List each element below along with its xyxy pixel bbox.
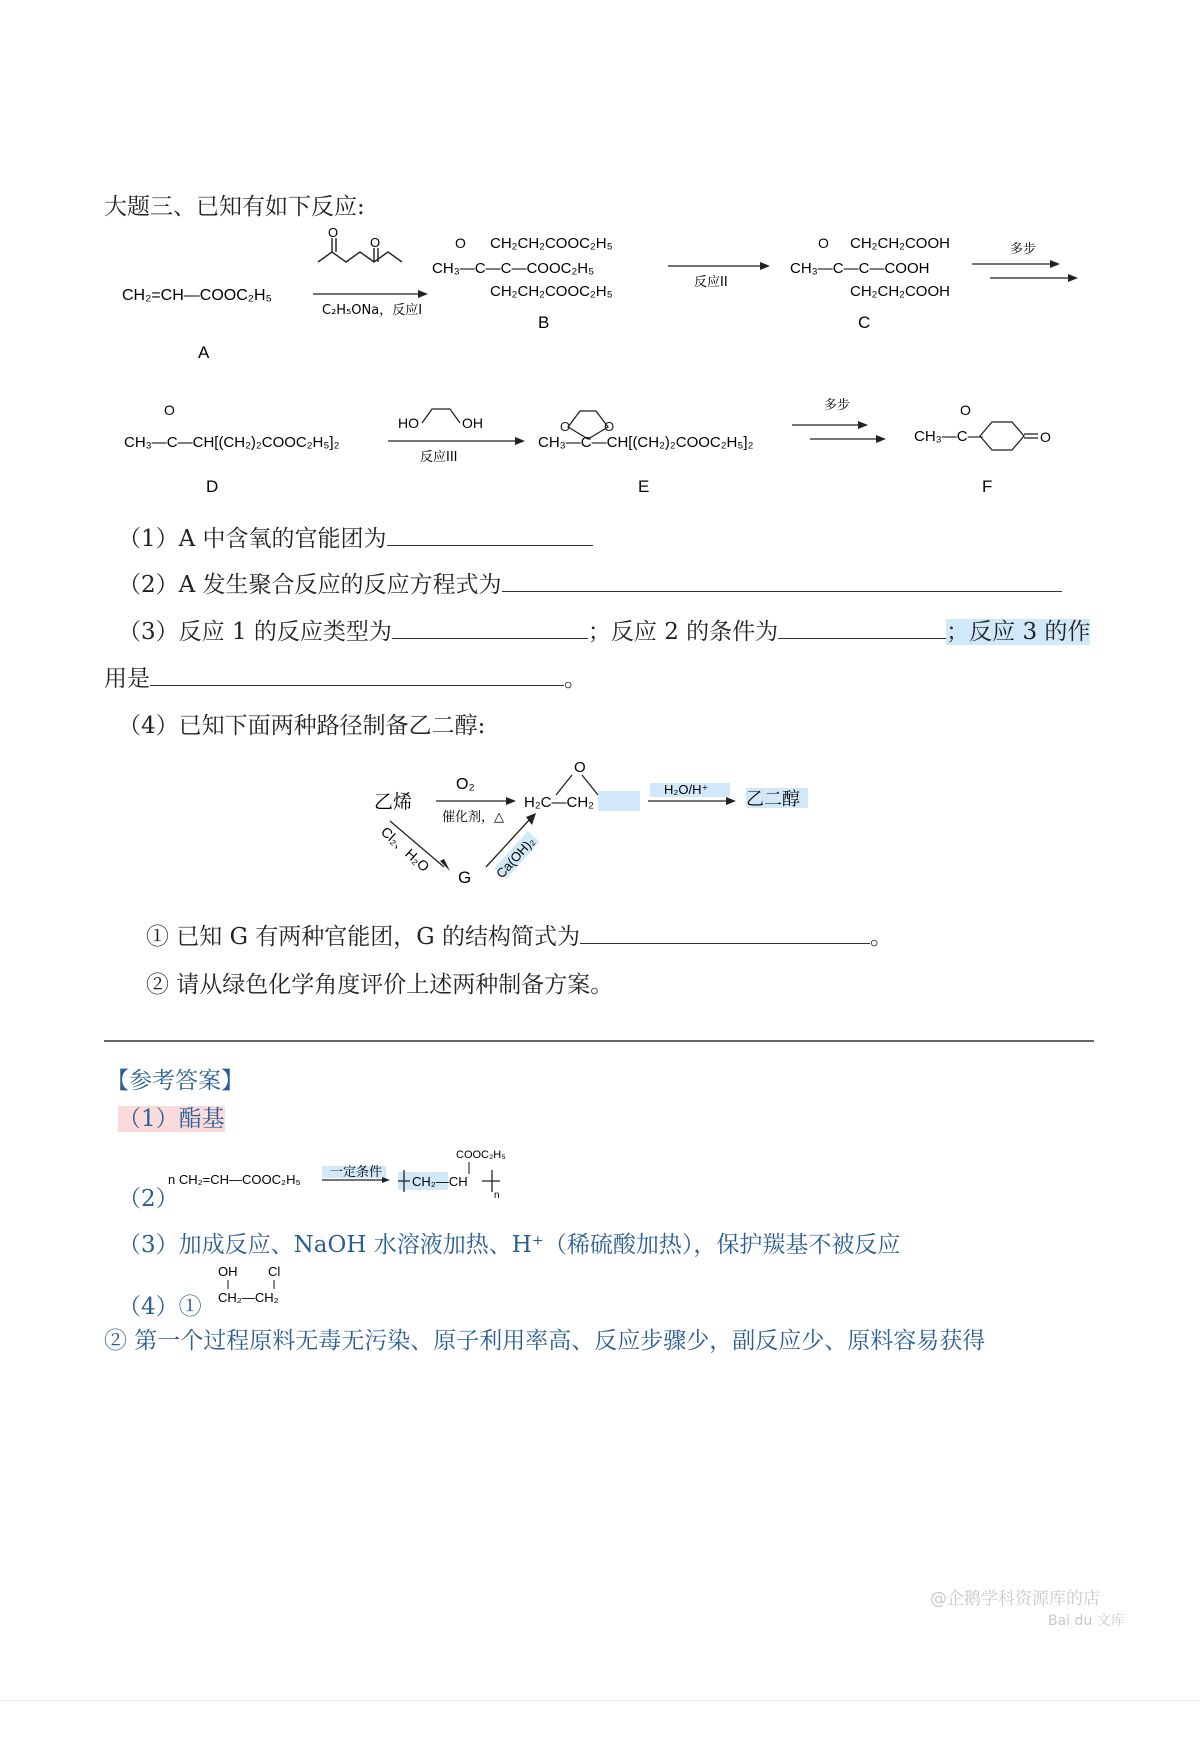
multi-step-label-2: 多步 [824, 398, 851, 413]
epoxide-formula: H₂C—CH₂ [524, 794, 594, 811]
question-2: （2）A 发生聚合反应的反应方程式为 [118, 566, 1062, 599]
reaction-2-conditions: 反应II [694, 275, 728, 290]
ketoester-o2: O [370, 235, 381, 250]
answer-blank-3a[interactable] [392, 637, 588, 639]
ketoester-o1: O [328, 228, 339, 240]
g-cl: Cl [268, 1264, 281, 1279]
compound-b-o: O [455, 235, 466, 251]
question-4-1: ① 已知 G 有两种官能团，G 的结构简式为 。 [146, 924, 893, 950]
compound-c-bottom: CH₂CH₂COOH [850, 283, 950, 300]
compound-f-formula: CH₃—C— [914, 428, 983, 445]
intermediate-g: G [458, 868, 472, 887]
o2-reagent: O₂ [456, 776, 475, 793]
answer-blank-4-1[interactable] [580, 942, 870, 944]
compound-c-top: CH₂CH₂COOH [850, 235, 950, 252]
multi-step-label-1: 多步 [1010, 242, 1037, 257]
compound-e-label: E [638, 477, 650, 496]
glycol-product: 乙二醇 [746, 789, 800, 809]
answer-blank-2[interactable] [502, 590, 1062, 592]
answer-2-label: （2） [118, 1186, 179, 1212]
polymer-condition: 一定条件 [330, 1165, 383, 1180]
page-title: 大题三、已知有如下反应: [104, 194, 365, 220]
reagent-ho: HO [398, 415, 419, 431]
cyclohexanone-ring [980, 422, 1024, 450]
compound-d-label: D [206, 477, 219, 496]
reagent-oh: OH [462, 415, 483, 431]
compound-b-formula: CH₃—C—C—COOC₂H₅ [432, 260, 595, 277]
page-bottom-edge [0, 1700, 1200, 1701]
answer-4-2: ② 第一个过程原料无毒无污染、原子利用率高、反应步骤少，副反应少、原料容易获得 [104, 1328, 986, 1354]
reaction-1-conditions: C₂H₅ONa，反应I [322, 303, 423, 318]
compound-f-label: F [982, 477, 993, 496]
answer-blank-1[interactable] [387, 544, 593, 546]
ethylene-label: 乙烯 [374, 792, 413, 813]
answer-blank-3c[interactable] [150, 684, 564, 686]
compound-d-o: O [164, 402, 175, 418]
answer-4-structure [214, 1262, 324, 1312]
epoxide-o: O [574, 759, 586, 776]
catalyst-label: 催化剂，△ [442, 810, 504, 825]
compound-b-top: CH₂CH₂COOC₂H₅ [490, 235, 613, 252]
question-3-cont: 用是 。 [104, 666, 587, 692]
compound-c-label: C [858, 313, 871, 332]
answer-1: （1）酯基 [118, 1106, 225, 1132]
acetoacetate-skeleton [318, 238, 402, 262]
question-3: （3）反应 1 的反应类型为 ；反应 2 的条件为 ；反应 3 的作 [118, 619, 1091, 645]
hydrolysis-reagent: H₂O/H⁺ [664, 782, 709, 797]
compound-b-label: B [538, 313, 550, 332]
divider [104, 1040, 1094, 1042]
question-4-2: ② 请从绿色化学角度评价上述两种制备方案。 [146, 972, 614, 998]
question-4: （4）已知下面两种路径制备乙二醇: [118, 713, 486, 739]
reaction-scheme-2 [110, 395, 1090, 505]
compound-b-bottom: CH₂CH₂COOC₂H₅ [490, 283, 613, 300]
monomer-formula: n CH₂=CH—COOC₂H₅ [168, 1172, 301, 1187]
g-chain: CH₂—CH₂ [218, 1290, 279, 1305]
caoh2-reagent: Ca(OH)₂ [493, 833, 538, 882]
watermark-store: @企鹅学科资源库的店 [930, 1589, 1100, 1609]
compound-c-o: O [818, 235, 829, 251]
compound-a-formula: CH₂=CH—COOC₂H₅ [122, 287, 272, 304]
question-1: （1）A 中含氧的官能团为 [118, 520, 593, 553]
answer-3: （3）加成反应、NaOH 水溶液加热、H⁺（稀硫酸加热），保护羰基不被反应 [118, 1232, 901, 1258]
answer-heading: 【参考答案】 [106, 1068, 244, 1094]
g-oh: OH [218, 1264, 238, 1279]
polymer-repeat-unit: CH₂—CH [412, 1174, 468, 1189]
watermark-baidu: Bai du 文库 [1048, 1613, 1125, 1629]
compound-e-o2: O [604, 419, 615, 434]
chlorohydrin-reagent: Cl₂、H₂O [377, 823, 433, 875]
polymer-substituent: COOC₂H₅ [456, 1149, 506, 1161]
compound-e-o1: O [560, 419, 571, 434]
compound-c-formula: CH₃—C—C—COOH [790, 260, 930, 277]
answer-2-equation [166, 1148, 546, 1208]
compound-d-formula: CH₃—C—CH[(CH₂)₂COOC₂H₅]₂ [124, 434, 340, 451]
compound-a-label: A [198, 343, 210, 362]
compound-e-formula: CH₃—C—CH[(CH₂)₂COOC₂H₅]₂ [538, 434, 754, 451]
reagent-skeleton [422, 409, 460, 423]
reaction-3-conditions: 反应III [420, 450, 458, 465]
answer-blank-3b[interactable] [778, 637, 946, 639]
answer-4-label: （4）① [118, 1294, 202, 1320]
reaction-scheme-1 [110, 228, 1090, 368]
reaction-scheme-3 [360, 755, 880, 895]
polymer-n: n [494, 1190, 500, 1201]
compound-f-o-top: O [960, 402, 971, 418]
compound-f-o-right: O [1040, 429, 1051, 445]
